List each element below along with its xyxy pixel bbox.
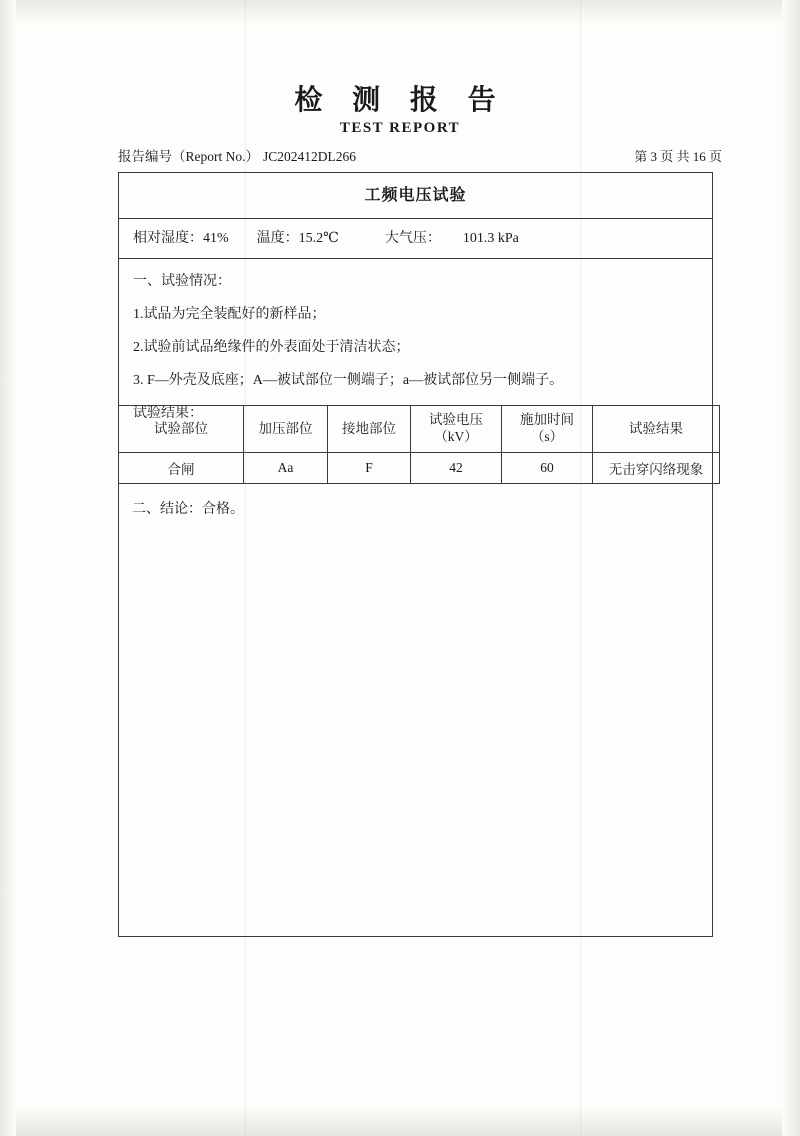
column-header-ground-part: 接地部位	[328, 406, 411, 453]
report-number-value: JC202412DL266	[263, 149, 357, 164]
column-header-test-part: 试验部位	[119, 406, 244, 453]
pressure-label: 大气压：	[384, 231, 441, 246]
table-row	[119, 453, 720, 484]
page-title-cn: 检 测 报 告	[294, 83, 506, 116]
report-main-box	[118, 172, 713, 937]
table-header-row	[119, 406, 720, 453]
column-header-duration	[502, 406, 593, 453]
column-header-duration-line1: 施加时间	[520, 412, 574, 428]
environment-row	[119, 219, 712, 259]
condition-item-3: 3. F—外壳及底座；A—被试部位一侧端子；a—被试部位另一侧端子。	[133, 373, 564, 388]
cell-applied-part: Aa	[244, 453, 328, 484]
column-header-result: 试验结果	[593, 406, 720, 453]
column-header-test-voltage-line2: （kV）	[434, 429, 478, 444]
table-header	[119, 406, 720, 453]
report-number-label: 报告编号（Report No.）	[118, 149, 259, 164]
report-number	[118, 145, 356, 165]
temperature-label: 温度：	[256, 231, 299, 246]
column-header-test-voltage-line1: 试验电压	[429, 412, 483, 428]
results-label: 试验结果：	[133, 406, 203, 421]
table-body	[119, 453, 720, 484]
test-results-table	[118, 405, 720, 484]
section-heading: 工频电压试验	[119, 173, 712, 219]
conclusion-text: 二、结论：合格。	[132, 502, 244, 517]
cell-test-voltage: 42	[411, 453, 502, 484]
cell-ground-part: F	[328, 453, 411, 484]
cell-test-part: 合闸	[119, 453, 244, 484]
humidity-value: 41%	[203, 231, 229, 246]
condition-item-1: 1.试品为完全装配好的新样品；	[133, 307, 326, 322]
column-header-duration-line2: （s）	[530, 429, 564, 444]
humidity-label: 相对湿度：	[133, 231, 203, 246]
cell-result: 无击穿闪络现象	[593, 453, 720, 484]
cell-duration: 60	[502, 453, 593, 484]
conditions-heading: 一、试验情况：	[133, 274, 231, 289]
condition-item-2: 2.试验前试品绝缘件的外表面处于清洁状态；	[133, 340, 410, 355]
column-header-applied-part: 加压部位	[244, 406, 328, 453]
temperature-value: 15.2℃	[298, 231, 339, 246]
pressure-value: 101.3 kPa	[462, 231, 519, 246]
column-header-test-voltage	[411, 406, 502, 453]
page-indicator: 第 3 页 共 16 页	[634, 149, 722, 164]
page-title-en: TEST REPORT	[339, 120, 461, 136]
